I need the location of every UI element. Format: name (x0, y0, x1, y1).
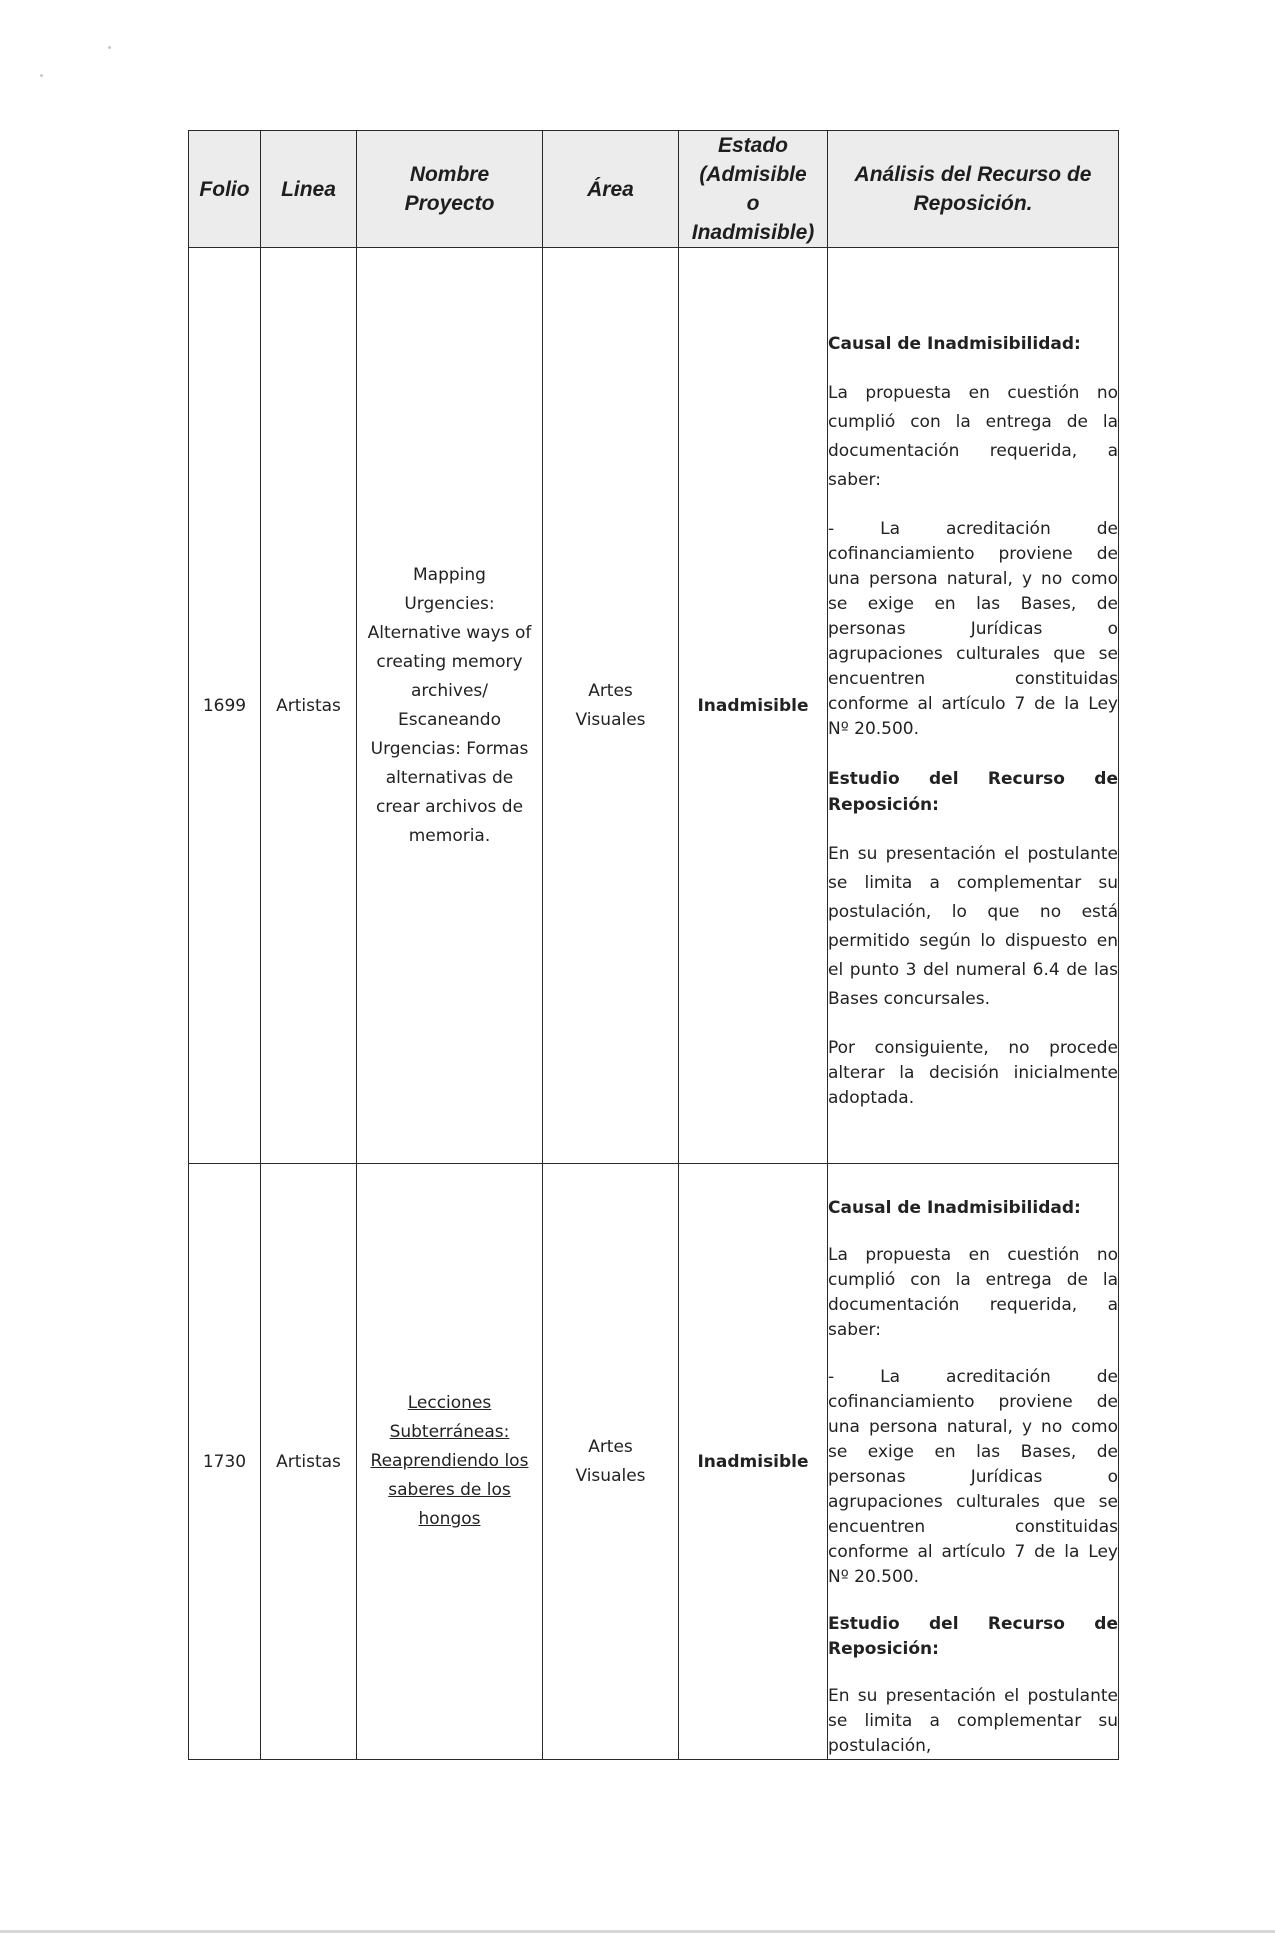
cell-nombre-proyecto: Lecciones Subterráneas: Reaprendiendo los saberes de los hongos (357, 1164, 543, 1760)
table-row (189, 1164, 1119, 1760)
analysis-paragraph: La propuesta en cuestión no cumplió con la entrega de la documentación requerida, a saber: (828, 382, 1118, 490)
estudio-title: Estudio del Recurso de Reposición: (828, 768, 1118, 815)
scan-speck (108, 46, 111, 49)
header-analisis: Análisis del Recurso de Reposición. (828, 131, 1119, 248)
cell-nombre-proyecto: Mapping Urgencies: Alternative ways of creating memory archives/ Escaneando Urgencias: Formas alternativas de crear archivos de memoria. (357, 248, 543, 1164)
analysis-paragraph: - La acreditación de cofinanciamiento proviene de una persona natural, y no como se exige en las Bases, de personas Jurídicas o agrupaciones culturales que se encuentren constituidas conforme al artículo 7 de la Ley Nº 20.500. (828, 1366, 1118, 1587)
analysis-paragraph: La propuesta en cuestión no cumplió con la entrega de la documentación requerida, a saber: (828, 1244, 1118, 1340)
header-linea: Linea (261, 131, 357, 248)
header-folio: Folio (189, 131, 261, 248)
cell-area: Artes Visuales (543, 248, 679, 1164)
analysis-paragraph: - La acreditación de cofinanciamiento proviene de una persona natural, y no como se exige en las Bases, de personas Jurídicas o agrupaciones culturales que se encuentren constituidas conforme al artículo 7 de la Ley Nº 20.500. (828, 518, 1118, 739)
cell-linea: Artistas (261, 248, 357, 1164)
header-area: Área (543, 131, 679, 248)
causal-title: Causal de Inadmisibilidad: (828, 333, 1081, 354)
cell-estado (679, 1164, 828, 1760)
table-row (189, 248, 1119, 1164)
cell-linea: Artistas (261, 1164, 357, 1760)
cell-area: Artes Visuales (543, 1164, 679, 1760)
causal-title: Causal de Inadmisibilidad: (828, 1197, 1081, 1218)
analysis-paragraph: En su presentación el postulante se limita a complementar su postulación, (828, 1685, 1118, 1756)
header-estado: Estado (Admisible o Inadmisible) (679, 131, 828, 248)
cell-folio: 1730 (189, 1164, 261, 1760)
estado-value: Inadmisible (697, 1451, 809, 1472)
estado-value: Inadmisible (697, 695, 809, 716)
cell-folio: 1699 (189, 248, 261, 1164)
scan-speck (40, 74, 43, 77)
cell-analisis (828, 1164, 1119, 1760)
table-header-row (189, 131, 1119, 248)
analysis-paragraph: En su presentación el postulante se limita a complementar su postulación, lo que no está permitido según lo dispuesto en el punto 3 del numeral 6.4 de las Bases concursales. (828, 843, 1118, 1009)
scan-edge-line (0, 1930, 1275, 1933)
resolution-table (188, 130, 1119, 1760)
header-nombre-proyecto: Nombre Proyecto (357, 131, 543, 248)
cell-analisis (828, 248, 1119, 1164)
estudio-title: Estudio del Recurso de Reposición: (828, 1613, 1118, 1659)
cell-estado (679, 248, 828, 1164)
analysis-paragraph: Por consiguiente, no procede alterar la decisión inicialmente adoptada. (828, 1037, 1118, 1108)
